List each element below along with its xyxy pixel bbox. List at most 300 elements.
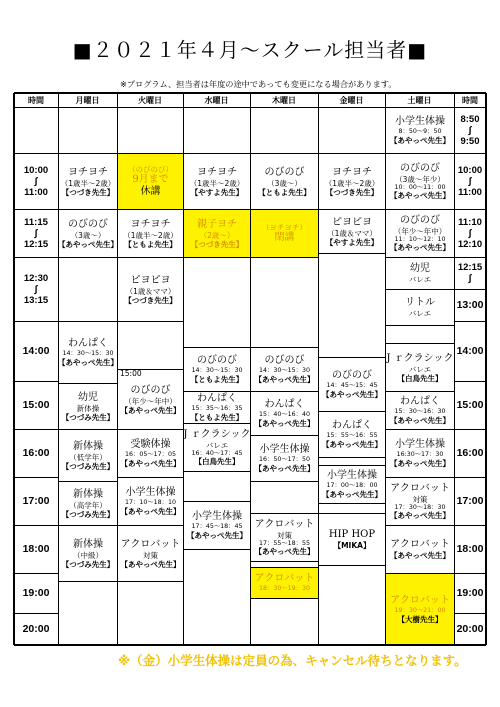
class-teacher: 【 やすよ先生 】 (326, 238, 379, 247)
friday-notice: ※（金）小学生体操は定員の為、キャンセル待ちとなります。 (118, 653, 467, 668)
class-name: 幼児 (410, 263, 430, 274)
class-name: わんぱく (332, 420, 372, 432)
class-cell-wed-1620 (184, 424, 250, 471)
class-teacher: 【 あやっぺ先生 】 (390, 459, 450, 468)
grid-line (117, 581, 183, 582)
grid-line (58, 257, 117, 258)
grid-line (117, 321, 183, 322)
class-name: 小学生体操 (327, 470, 377, 482)
class-cell-fri-1700 (319, 466, 385, 503)
grid-line (385, 391, 454, 392)
grid-line (183, 209, 250, 210)
class-name: のびのび (332, 370, 372, 382)
class-name: わんぱく (264, 399, 305, 411)
class-teacher: 【 あやっぺ先生 】 (322, 490, 382, 499)
class-teacher: 【 あやっぺ先生 】 (390, 243, 450, 252)
class-cell-wed-1000 (184, 154, 250, 209)
class-time: 17：55～18：55 (259, 539, 310, 547)
column-header-label: 時間 (28, 95, 44, 105)
class-cell-fri-1000 (319, 154, 385, 209)
time-label-left-t1800 (14, 525, 58, 573)
time-label-left-t1900 (14, 573, 58, 613)
class-cell-tue-1700 (118, 478, 183, 525)
class-sub: 対策 (143, 550, 158, 560)
time-text: 20:00 (456, 622, 484, 635)
class-teacher: 【 ともよ先生 】 (124, 240, 177, 249)
grid-line (14, 321, 58, 322)
time-text: 19:00 (456, 586, 484, 599)
class-name: ピヨピヨ (130, 274, 171, 286)
class-name: 小学生体操 (395, 439, 445, 451)
class-cell-fri-1800 (319, 514, 385, 565)
grid-line (454, 573, 486, 574)
grid-line (454, 477, 486, 478)
class-teacher: 【 つづみ先生 】 (62, 510, 115, 519)
grid-line (454, 257, 486, 258)
class-name: ヨチヨチ (197, 166, 237, 178)
class-time: 14：30～15：30 (259, 367, 310, 375)
grid-line (14, 381, 58, 382)
time-label-left-t2000 (14, 613, 58, 645)
class-teacher: 【 白鳥先生 】 (195, 457, 240, 466)
class-cell-thu-1000 (251, 154, 318, 209)
grid-line (58, 481, 117, 482)
time-label-right-r1110 (454, 209, 486, 257)
time-text: 11:10 (458, 216, 482, 228)
class-sub: 対策 (412, 494, 428, 504)
class-teacher: 【 やすよ先生 】 (191, 188, 244, 197)
grid-line (250, 257, 318, 258)
class-teacher: 【 あやっぺ先生 】 (390, 191, 450, 200)
class-time: 18：30～19：30 (259, 585, 310, 593)
class-cell-sat-1800 (386, 526, 454, 573)
grid-line (318, 253, 385, 254)
grid-line (250, 435, 318, 436)
class-teacher: 【 あやっぺ先生 】 (390, 136, 450, 145)
class-cell-mon-1630 (59, 430, 117, 481)
time-label-right-r0850 (454, 107, 486, 153)
grid-line (250, 391, 318, 392)
class-sub: （1歳半～2歳） (60, 178, 116, 188)
class-cell-sat-1300 (386, 290, 454, 325)
grid-line (13, 93, 15, 645)
class-teacher: 【 あやっぺ先生 】 (121, 560, 181, 569)
grid-line (183, 347, 250, 348)
class-teacher: 【 白鳥先生 】 (398, 374, 443, 383)
class-name: わんぱく (197, 393, 237, 405)
class-name: 親子ヨチ (197, 218, 237, 230)
time-text: 14:00 (22, 344, 50, 357)
grid-line (117, 257, 183, 258)
grid-line (183, 501, 250, 502)
class-name: 幼児 (78, 391, 98, 403)
class-cell-mon-1400 (59, 322, 117, 383)
class-teacher: 【 つづき先生 】 (191, 240, 244, 249)
time-text: 12:30 (23, 272, 49, 284)
class-sub: バレエ (408, 309, 432, 318)
time-label-left-t1230 (14, 257, 58, 321)
class-cell-mon-1000 (59, 154, 117, 209)
time-text: 11:00 (24, 186, 48, 198)
class-time: 8：50～9：50 (398, 128, 442, 136)
class-name: アクロバット (120, 538, 181, 550)
class-sub: （1歳＆ママ） (327, 228, 377, 238)
class-teacher: 【 あやっぺ先生 】 (255, 419, 315, 428)
class-teacher: 【 あやっぺ先生 】 (390, 551, 450, 560)
class-teacher: 【 あやっぺ先生 】 (59, 358, 117, 367)
time-label-right-r1215 (454, 257, 486, 289)
class-cell-wed-1400 (184, 348, 250, 391)
class-name: 受験体操 (130, 439, 171, 451)
column-header-label: 火曜日 (138, 95, 162, 105)
class-cell-tue-1230 (118, 258, 183, 321)
class-cell-mon-1115 (59, 210, 117, 257)
class-cell-tue-1600 (118, 430, 183, 477)
class-teacher: 【 あやっぺ先生 】 (255, 464, 315, 473)
column-header-label: 月曜日 (75, 95, 100, 105)
class-teacher: 【 あやっぺ先生 】 (322, 390, 382, 399)
class-time: 15：55～16：55 (326, 432, 378, 440)
class-time: 15：40～16：40 (259, 411, 310, 419)
grid-line (117, 153, 183, 154)
class-name: 小学生体操 (125, 487, 176, 499)
class-sub: （高学年） (69, 500, 107, 510)
class-sub: （3歳～年少） (395, 174, 445, 184)
class-name: 新体操 (73, 440, 103, 452)
grid-line (183, 549, 250, 550)
class-cell-mon-1830 (59, 526, 117, 581)
class-name: 9月まで (132, 174, 169, 185)
grid-line (58, 383, 117, 384)
class-name: のびのび (264, 166, 305, 178)
class-cell-thu-1900 (251, 568, 318, 598)
class-name: 閉講 (274, 232, 295, 243)
time-text: 15:00 (22, 398, 50, 411)
schedule-table (14, 93, 486, 645)
class-cell-thu-1645 (251, 436, 318, 481)
class-cell-sat-1900 (386, 574, 454, 645)
class-cell-tue-1430 (118, 370, 183, 429)
time-label-left-t1000 (14, 153, 58, 209)
class-name: リトル (405, 297, 435, 308)
class-name: ヨチヨチ (130, 218, 171, 230)
grid-line (58, 209, 117, 210)
grid-line (454, 93, 455, 645)
class-sub: （低学年） (69, 452, 107, 462)
class-sub: バレエ (205, 440, 229, 450)
grid-line (385, 429, 454, 430)
class-name: アクロバット (390, 595, 450, 607)
time-text: 20:00 (22, 622, 50, 635)
class-teacher: 【 つづみ先生 】 (62, 413, 115, 422)
class-sub: 新体操 (76, 403, 100, 413)
class-time: 15：35～16：35 (191, 405, 243, 413)
column-header-mon (58, 93, 117, 107)
time-text: 11:15 (24, 216, 48, 228)
grid-line (58, 93, 59, 645)
grid-line (250, 209, 318, 210)
column-header-thu (250, 93, 318, 107)
grid-line (14, 573, 58, 574)
grid-line (454, 153, 486, 154)
column-header-label: 水曜日 (204, 95, 229, 105)
class-teacher: 【 ともよ先生 】 (191, 413, 244, 422)
class-teacher: 【 あやっぺ先生 】 (121, 406, 181, 415)
class-cell-sat-1700 (386, 478, 454, 525)
class-sub: （のびのび） (128, 165, 173, 174)
grid-line (250, 561, 318, 562)
grid-line (318, 457, 385, 458)
class-cell-tue-1800 (118, 526, 183, 581)
class-name: のびのび (400, 162, 440, 174)
grid-line (385, 343, 454, 344)
time-text: 11:00 (458, 186, 482, 198)
class-cell-wed-1730 (184, 502, 250, 549)
class-name: 新体操 (73, 488, 103, 500)
class-time: 16：50～17：50 (259, 456, 310, 464)
class-name: のびのび (197, 355, 237, 367)
class-name: ピヨピヨ (332, 216, 372, 228)
class-name: HIP HOP (328, 529, 376, 540)
class-cell-mon-1730 (59, 482, 117, 525)
class-sub: バレエ (408, 275, 432, 284)
grid-line (183, 423, 250, 424)
class-cell-sat-1500 (386, 392, 454, 429)
class-sub: バレエ (408, 364, 432, 374)
grid-line (250, 481, 318, 482)
grid-line (58, 153, 117, 154)
time-text: 17:00 (22, 494, 50, 507)
class-teacher: 【 あやっぺ先生 】 (322, 440, 382, 449)
class-sub: 対策 (277, 530, 292, 540)
class-sub: （年少～年中） (124, 396, 177, 406)
grid-line (58, 525, 117, 526)
class-sub: （3歳～） (267, 178, 302, 188)
class-cell-sat-1215 (386, 258, 454, 289)
grid-line (117, 429, 183, 430)
class-cell-sat-1400 (386, 344, 454, 391)
class-time: 14：45～15：45 (326, 382, 378, 390)
class-sub: （1歳半～2歳） (189, 178, 245, 188)
grid-line (14, 429, 58, 430)
class-cell-sat-1110 (386, 210, 454, 257)
class-name: のびのび (400, 214, 440, 226)
grid-line (318, 93, 319, 645)
time-label-left-t1500 (14, 381, 58, 429)
class-cell-fri-1115 (319, 210, 385, 253)
time-text: ∫ (468, 175, 472, 187)
class-teacher: 【 あやっぺ先生 】 (390, 416, 450, 425)
class-name: J ｒクラシック (184, 428, 250, 440)
time-label-left-t1400 (14, 321, 58, 381)
column-header-tue (117, 93, 183, 107)
grid-line (58, 429, 117, 430)
disclaimer-note: ※プログラム、担当者は年度の途中であっても変更になる場合があります。 (120, 79, 397, 89)
grid-line (385, 257, 454, 258)
time-label-right-r1500 (454, 381, 486, 429)
class-name: J ｒクラシック (386, 352, 454, 364)
class-name: アクロバット (254, 573, 315, 585)
time-label-left-t1600 (14, 429, 58, 477)
grid-line (117, 477, 183, 478)
time-label-right-r1900 (454, 573, 486, 613)
class-teacher: 【 つづみ先生 】 (62, 462, 115, 471)
column-header-time-left (14, 93, 58, 107)
class-teacher: 【 あやっぺ先生 】 (121, 507, 181, 516)
time-label-right-r2000 (454, 613, 486, 645)
time-label-right-r1300 (454, 289, 486, 321)
class-cell-sat-1600 (386, 430, 454, 477)
grid-line (454, 321, 486, 322)
class-name: ヨチヨチ (332, 166, 372, 178)
column-header-time-right (454, 93, 486, 107)
time-text: 10:00 (457, 164, 483, 176)
class-cell-fri-1530 (319, 412, 385, 457)
class-teacher: 【 ともよ先生 】 (191, 375, 244, 384)
class-time: 16：05～17：05 (125, 451, 176, 459)
class-cell-wed-1115 (184, 210, 250, 257)
column-header-fri (318, 93, 385, 107)
class-teacher: 【 つづき先生 】 (326, 188, 379, 197)
class-name: わんぱく (68, 338, 108, 350)
time-text: 13:00 (456, 298, 484, 311)
grid-line (385, 93, 386, 645)
column-header-wed (183, 93, 250, 107)
time-text: 12:15 (457, 262, 483, 273)
class-name: のびのび (130, 384, 171, 396)
grid-line (318, 513, 385, 514)
grid-line (385, 209, 454, 210)
grid-line (14, 209, 58, 210)
class-sub: （1歳＆ママ） (125, 286, 176, 296)
column-header-sat (385, 93, 454, 107)
page-title: ■２０２１年４月～スクール担当者■ (72, 38, 428, 62)
class-cell-sat-1000 (386, 154, 454, 209)
class-teacher: 【 あやっぺ先生 】 (255, 375, 315, 384)
class-name: 小学生体操 (395, 116, 445, 128)
class-teacher: 【 つづみ先生 】 (62, 560, 115, 569)
grid-line (250, 598, 318, 599)
time-text: 18:00 (456, 542, 484, 555)
class-sub: （ヨチヨチ） (262, 223, 307, 232)
class-teacher: 【 あやっぺ先生 】 (255, 547, 315, 556)
class-cell-thu-1400 (251, 348, 318, 391)
class-name: わんぱく (400, 396, 440, 408)
grid-line (318, 209, 385, 210)
class-cell-tue-1115 (118, 210, 183, 257)
time-label-right-r1400 (454, 321, 486, 381)
time-text: 16:00 (22, 446, 50, 459)
class-time: 14：30～15：30 (62, 350, 114, 358)
time-text: 12:15 (23, 238, 49, 250)
grid-line (318, 565, 385, 566)
class-name: ヨチヨチ (68, 166, 108, 178)
class-time: 17：30～18：30 (394, 503, 446, 511)
class-sub: （3歳～） (70, 230, 106, 240)
grid-line (454, 381, 486, 382)
class-teacher: 【 つづき先生 】 (124, 296, 177, 305)
grid-line (117, 525, 183, 526)
time-label-left-t1115 (14, 209, 58, 257)
grid-line (183, 153, 250, 154)
grid-line (385, 289, 454, 290)
class-teacher: 【 大樹先生 】 (398, 615, 443, 624)
tuesday-1500-marker: 15:00 (120, 369, 142, 378)
class-name: 小学生体操 (259, 444, 310, 456)
grid-line (385, 477, 454, 478)
time-text: ∫ (468, 273, 472, 284)
class-name: アクロバット (390, 539, 450, 550)
grid-line (14, 525, 58, 526)
class-cell-sat-0850 (386, 108, 454, 153)
class-time: 休講 (140, 186, 161, 197)
grid-line (454, 525, 486, 526)
grid-line (250, 513, 318, 514)
time-label-right-r1600 (454, 429, 486, 477)
grid-line (117, 209, 183, 210)
grid-line (58, 321, 117, 322)
class-teacher: 【 つづき先生 】 (62, 188, 115, 197)
class-name: のびのび (68, 218, 108, 230)
class-cell-thu-1750 (251, 514, 318, 561)
grid-line (318, 357, 385, 358)
grid-line (250, 567, 318, 568)
time-text: 15:00 (456, 398, 484, 411)
column-header-label: 木曜日 (272, 95, 296, 105)
class-name: 新体操 (73, 538, 103, 550)
class-name: のびのび (264, 355, 305, 367)
class-time: 11：10～12：10 (394, 235, 446, 243)
grid-line (58, 581, 117, 582)
class-cell-fri-1430 (319, 358, 385, 411)
class-time: 10：00～11：00 (394, 183, 446, 191)
class-cell-mon-1530 (59, 384, 117, 429)
grid-line (385, 573, 454, 574)
class-time: 15：30～16：30 (394, 408, 446, 416)
class-sub: （1歳半～2歳） (324, 178, 380, 188)
time-label-left-t1700 (14, 477, 58, 525)
class-sub: （中級） (73, 550, 103, 560)
grid-line (454, 613, 486, 614)
time-text: 13:15 (23, 294, 49, 306)
grid-line (318, 411, 385, 412)
grid-line (385, 153, 454, 154)
time-label-right-r1700 (454, 477, 486, 525)
time-text: 19:00 (22, 586, 50, 599)
class-sub: （1歳半～2歳） (123, 230, 178, 240)
grid-line (14, 613, 58, 614)
grid-line (183, 391, 250, 392)
grid-line (14, 257, 58, 258)
time-text: 12:10 (457, 238, 483, 250)
grid-line (250, 153, 318, 154)
grid-line (385, 325, 454, 326)
time-text: ∫ (468, 227, 472, 239)
column-header-label: 金曜日 (339, 95, 364, 105)
time-text: 16:00 (456, 446, 484, 459)
time-label-right-r1800 (454, 525, 486, 573)
class-cell-tue-1000 (118, 154, 183, 209)
time-text: 18:00 (22, 542, 50, 555)
column-header-label: 時間 (462, 95, 478, 105)
class-cell-wed-1530 (184, 392, 250, 423)
class-teacher: 【 あやっぺ先生 】 (390, 511, 450, 520)
class-teacher: 【 あやっぺ先生 】 (59, 240, 117, 249)
grid-line (318, 503, 385, 504)
time-text: 10:00 (23, 164, 49, 176)
class-sub: （年少～年中） (393, 226, 447, 236)
class-time: 17：45～18：45 (191, 523, 243, 531)
